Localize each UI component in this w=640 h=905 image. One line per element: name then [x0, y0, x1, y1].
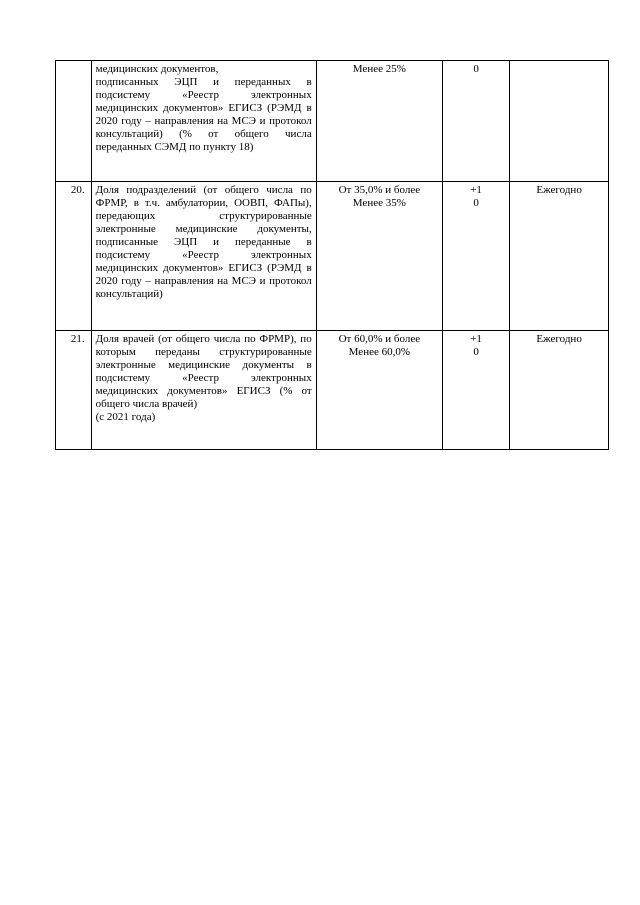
criteria-cell: Менее 25% — [316, 61, 442, 182]
criteria-cell: От 35,0% и более Менее 35% — [316, 182, 442, 331]
indicator-cell: медицинских документов, подписанных ЭЦП и переданных в подсистему «Реестр электронных медицинских документов» ЕГИСЗ (РЭМД в 2020 году – направления на МСЭ и протокол консультаций) (% от общего числа переданных СЭМД по пункту 18) — [91, 61, 316, 182]
score-cell: +1 0 — [442, 331, 509, 450]
table-row — [56, 331, 609, 450]
row-number-cell — [56, 61, 92, 182]
table-row — [56, 61, 609, 182]
row-number-cell: 21. — [56, 331, 92, 450]
period-cell — [510, 61, 609, 182]
indicator-cell: Доля врачей (от общего числа по ФРМР), по которым переданы структурированные электронные медицинские документы в подсистему «Реестр электронных медицинских документов» ЕГИСЗ (% от общего числа врачей) (с 2021 года) — [91, 331, 316, 450]
score-cell: 0 — [442, 61, 509, 182]
period-cell: Ежегодно — [510, 331, 609, 450]
row-number-cell: 20. — [56, 182, 92, 331]
criteria-table — [55, 60, 609, 450]
criteria-cell: От 60,0% и более Менее 60,0% — [316, 331, 442, 450]
score-cell: +1 0 — [442, 182, 509, 331]
indicator-cell: Доля подразделений (от общего числа по ФРМР, в т.ч. амбулатории, ООВП, ФАПы), передающих структурированные электронные медицинские документы, подписанные ЭЦП и переданные в подсистему «Реестр электронных медицинских документов» ЕГИСЗ (РЭМД в 2020 году – направления на МСЭ и протокол консультаций) — [91, 182, 316, 331]
period-cell: Ежегодно — [510, 182, 609, 331]
table-row — [56, 182, 609, 331]
